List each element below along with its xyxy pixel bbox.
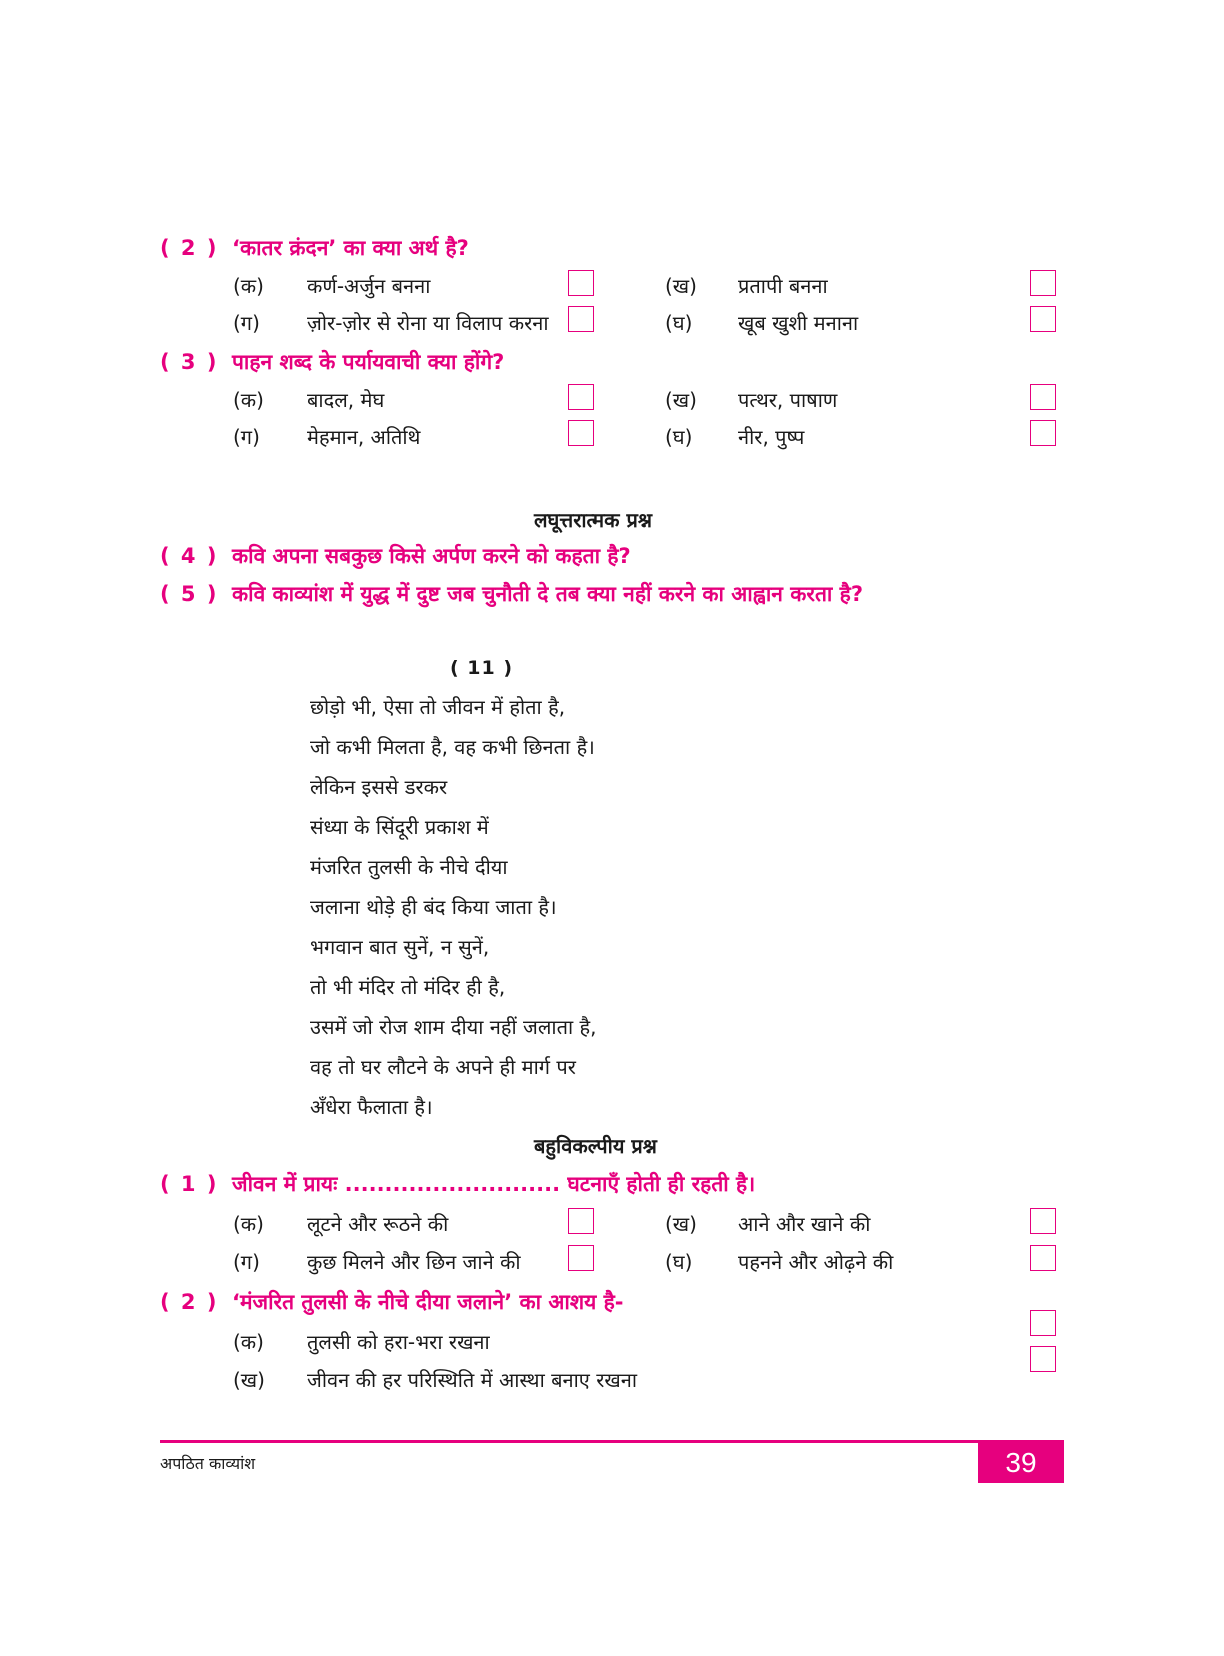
option-text: बादल, मेघ (307, 388, 385, 412)
question-text: ‘कातर क्रंदन’ का क्या अर्थ है? (232, 236, 469, 260)
option-text: आने और खाने की (738, 1212, 871, 1236)
option-label: (क) (233, 274, 264, 298)
question-number: ( 2 ) (160, 236, 219, 260)
answer-checkbox[interactable] (568, 306, 594, 332)
option-label: (घ) (665, 1250, 693, 1274)
question-text: जीवन में प्रायः ........................... घटनाएँ होती ही रहती है। (232, 1172, 756, 1196)
page-number: 39 (978, 1443, 1064, 1483)
option-text: लूटने और रूठने की (307, 1212, 449, 1236)
answer-checkbox[interactable] (1030, 1310, 1056, 1336)
option-label: (ख) (665, 1212, 697, 1236)
poem-line: जलाना थोड़े ही बंद किया जाता है। (310, 895, 557, 919)
answer-checkbox[interactable] (568, 1208, 594, 1234)
poem-line: मंजरित तुलसी के नीचे दीया (310, 855, 508, 879)
answer-checkbox[interactable] (1030, 270, 1056, 296)
poem-line: वह तो घर लौटने के अपने ही मार्ग पर (310, 1055, 576, 1079)
option-label: (क) (233, 388, 264, 412)
poem-line: अँधेरा फैलाता है। (310, 1095, 433, 1119)
footer-rule (160, 1440, 1064, 1443)
poem-line: उसमें जो रोज शाम दीया नहीं जलाता है, (310, 1015, 597, 1039)
option-label: (घ) (665, 425, 693, 449)
option-text: कुछ मिलने और छिन जाने की (307, 1250, 521, 1274)
poem-line: भगवान बात सुनें, न सुनें, (310, 935, 490, 959)
question-number: ( 5 ) (160, 582, 219, 606)
answer-checkbox[interactable] (1030, 306, 1056, 332)
option-label: (ग) (233, 311, 260, 335)
option-text: कर्ण-अर्जुन बनना (307, 274, 431, 298)
answer-checkbox[interactable] (1030, 1346, 1056, 1372)
poem-line: संध्या के सिंदूरी प्रकाश में (310, 815, 489, 839)
option-text: खूब खुशी मनाना (738, 311, 859, 335)
option-label: (ख) (233, 1368, 265, 1392)
poem-line: तो भी मंदिर तो मंदिर ही है, (310, 975, 506, 999)
option-label: (ख) (665, 388, 697, 412)
answer-checkbox[interactable] (568, 1245, 594, 1271)
option-text: जीवन की हर परिस्थिति में आस्था बनाए रखना (307, 1368, 638, 1392)
answer-checkbox[interactable] (1030, 384, 1056, 410)
poem-number: ( 11 ) (450, 657, 514, 679)
option-label: (घ) (665, 311, 693, 335)
option-label: (क) (233, 1330, 264, 1354)
option-label: (ख) (665, 274, 697, 298)
option-label: (ग) (233, 425, 260, 449)
question-number: ( 2 ) (160, 1290, 219, 1314)
option-text: ज़ोर-ज़ोर से रोना या विलाप करना (307, 311, 549, 335)
option-label: (क) (233, 1212, 264, 1236)
option-text: मेहमान, अतिथि (307, 425, 421, 449)
question-text: कवि अपना सबकुछ किसे अर्पण करने को कहता है? (232, 544, 631, 568)
section-heading: बहुविकल्पीय प्रश्न (534, 1134, 657, 1158)
question-number: ( 1 ) (160, 1172, 219, 1196)
answer-checkbox[interactable] (1030, 1245, 1056, 1271)
question-text: पाहन शब्द के पर्यायवाची क्या होंगे? (232, 350, 505, 374)
footer-chapter-title: अपठित काव्यांश (160, 1454, 256, 1473)
option-text: पत्थर, पाषाण (738, 388, 838, 412)
question-text: ‘मंजरित तुलसी के नीचे दीया जलाने’ का आशय है- (232, 1290, 624, 1314)
poem-line: लेकिन इससे डरकर (310, 775, 448, 799)
answer-checkbox[interactable] (1030, 1208, 1056, 1234)
question-number: ( 3 ) (160, 350, 219, 374)
poem-line: जो कभी मिलता है, वह कभी छिनता है। (310, 735, 595, 759)
poem-line: छोड़ो भी, ऐसा तो जीवन में होता है, (310, 695, 566, 719)
answer-checkbox[interactable] (568, 384, 594, 410)
answer-checkbox[interactable] (1030, 420, 1056, 446)
answer-checkbox[interactable] (568, 420, 594, 446)
option-text: पहनने और ओढ़ने की (738, 1250, 894, 1274)
section-heading: लघूत्तरात्मक प्रश्न (534, 508, 652, 532)
option-text: प्रतापी बनना (738, 274, 828, 298)
option-text: नीर, पुष्प (738, 425, 805, 449)
option-text: तुलसी को हरा-भरा रखना (307, 1330, 490, 1354)
option-label: (ग) (233, 1250, 260, 1274)
question-text: कवि काव्यांश में युद्ध में दुष्ट जब चुनौती दे तब क्या नहीं करने का आह्वान करता है? (232, 582, 864, 606)
question-number: ( 4 ) (160, 544, 219, 568)
answer-checkbox[interactable] (568, 270, 594, 296)
